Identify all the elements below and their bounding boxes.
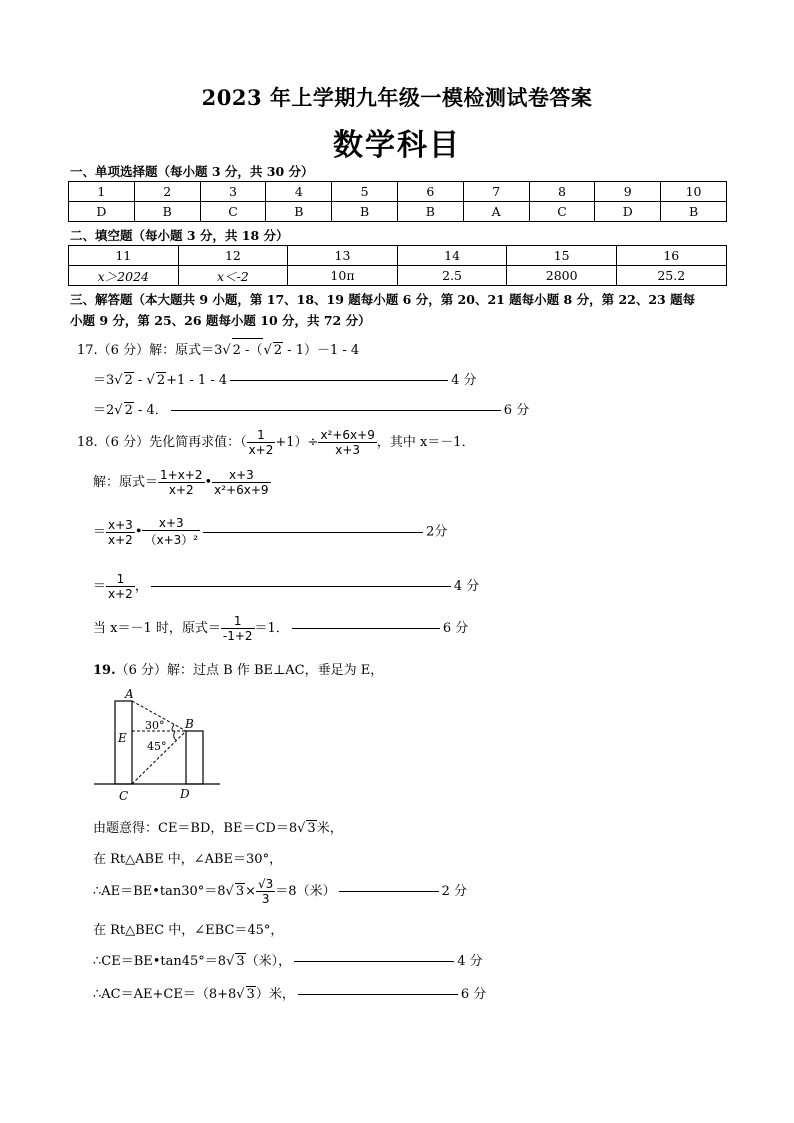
score-mark: 2 分	[441, 884, 467, 899]
denominator: x²+6x+9	[214, 483, 269, 497]
score-mark: 6 分	[503, 403, 530, 418]
table-cell: 7	[463, 182, 529, 202]
table-cell: A	[463, 202, 529, 222]
q19-line6	[93, 983, 486, 1002]
denominator: x+2	[108, 532, 133, 547]
angle-label-30: 30°	[145, 719, 165, 732]
numerator: 1	[106, 572, 135, 587]
table-cell: 5	[332, 182, 398, 202]
score-mark: 6 分	[442, 621, 469, 636]
q19-text: ∴CE＝BE•tan45°＝8	[93, 954, 227, 969]
denominator: x+2	[168, 483, 194, 497]
score-leader-line	[294, 961, 454, 962]
q18-text: ，其中 x＝－1．	[376, 435, 475, 450]
denominator: x+2	[248, 443, 274, 457]
table-cell: 8	[529, 182, 595, 202]
section3-heading-line2: 小题 9 分，第 25、26 题每小题 10 分，共 72 分）	[70, 313, 371, 328]
numerator: x²+6x+9	[320, 428, 375, 442]
table-row	[69, 266, 727, 286]
table-cell: 11	[69, 246, 179, 266]
q19-radicand: 3	[236, 954, 245, 969]
q19-label: 19.	[93, 663, 116, 678]
section2-heading: 二、填空题（每小题 3 分，共 18 分）	[70, 228, 289, 243]
table-cell: 16	[616, 246, 726, 266]
q17-text: +1 - 1 - 4	[166, 373, 228, 388]
score-leader-line	[298, 994, 458, 995]
q19-text: ∴AC＝AE+CE＝（8+8	[93, 987, 237, 1002]
q19-line1	[93, 817, 343, 836]
fraction	[106, 572, 135, 601]
table-cell: B	[661, 202, 727, 222]
table-cell: 13	[288, 246, 398, 266]
comma: ，	[134, 579, 148, 594]
table-cell: 6	[397, 182, 463, 202]
table-cell: C	[529, 202, 595, 222]
q17-radicand: 2 -（	[232, 338, 264, 358]
table-cell: B	[332, 202, 398, 222]
radical-sign: √	[114, 373, 123, 388]
table-cell: 2	[134, 182, 200, 202]
table-cell: B	[266, 202, 332, 222]
denominator: （x+3）²	[144, 533, 199, 547]
table-cell: x＞2024	[69, 266, 179, 286]
denominator: x+2	[108, 587, 133, 601]
numerator: x+3	[142, 516, 200, 531]
q17-text: ＝2	[93, 403, 115, 418]
table-cell: 2800	[507, 266, 617, 286]
numerator: √3	[258, 877, 274, 891]
score-leader-line	[230, 380, 448, 381]
score-mark: 4 分	[457, 954, 483, 969]
q19-text: （米），	[245, 954, 292, 969]
table-cell: 10	[661, 182, 727, 202]
q17-line3	[93, 399, 529, 418]
q19-text: 由题意得：CE＝BD，BE＝CD＝8	[93, 821, 298, 836]
q17-line2	[93, 369, 477, 388]
q18-text: +1）÷	[275, 435, 319, 450]
fraction	[142, 516, 200, 548]
q19-line4: 在 Rt△BEC 中，∠EBC＝45°，	[93, 923, 284, 938]
score-leader-line	[292, 628, 440, 629]
radical-sign: √	[225, 884, 234, 899]
table-cell: 2.5	[397, 266, 507, 286]
fraction	[106, 518, 135, 547]
table-cell: 10π	[288, 266, 398, 286]
q17-radicand: 2	[124, 403, 133, 418]
q18-text: ＝1．	[254, 621, 289, 636]
q17-label: 17.（6 分）解：原式＝3	[77, 343, 223, 358]
fraction	[247, 428, 276, 457]
denominator: x+3	[335, 443, 361, 457]
denominator: 3	[261, 892, 270, 906]
label-c: C	[119, 789, 129, 803]
dot-operator: •	[204, 475, 213, 490]
table-cell: B	[134, 202, 200, 222]
fraction	[318, 428, 376, 457]
score-leader-line	[203, 532, 423, 533]
numerator: x+3	[108, 517, 133, 532]
q19-radicand: 3	[307, 821, 316, 836]
q17-text: - 4．	[133, 403, 168, 418]
table-cell: C	[200, 202, 266, 222]
q17-text: -	[133, 373, 147, 388]
table-cell: 3	[200, 182, 266, 202]
radical-sign: √	[263, 343, 272, 358]
label-d: D	[180, 787, 190, 801]
equals-sign: ＝	[93, 579, 107, 594]
angle-label-45: 45°	[147, 740, 167, 753]
score-leader-line	[339, 891, 439, 892]
q17-radicand: 2	[273, 343, 283, 358]
q19-figure	[90, 684, 230, 806]
numerator: 1+x+2	[160, 468, 203, 482]
segment-cb	[132, 731, 186, 784]
subject-title: 数学科目	[333, 128, 461, 163]
table-row	[69, 202, 727, 222]
q17-line1	[77, 338, 359, 358]
q17-text: - 1）－1 - 4	[283, 343, 360, 358]
dot-operator: •	[134, 524, 143, 540]
radical-sign: √	[146, 373, 155, 388]
numerator: 1	[247, 428, 276, 443]
q19-line3	[93, 877, 467, 906]
fill-blank-answer-table	[68, 245, 727, 286]
q19-text: ×	[245, 884, 257, 899]
q19-text: ∴AE＝BE•tan30°＝8	[93, 884, 226, 899]
score-leader-line	[171, 410, 501, 411]
table-cell: 1	[69, 182, 135, 202]
table-cell: 9	[595, 182, 661, 202]
fraction	[256, 877, 275, 906]
fraction	[158, 468, 204, 497]
table-cell: 25.2	[616, 266, 726, 286]
angle-arc-45	[174, 731, 176, 740]
q19-text: ）米，	[255, 987, 295, 1002]
radical-sign: √	[222, 343, 231, 358]
q19-line5	[93, 950, 483, 969]
q18-line4	[93, 572, 479, 601]
q19-text: 米，	[316, 821, 343, 836]
radical-sign: √	[226, 954, 235, 969]
exam-title: 2023 年上学期九年级一模检测试卷答案	[201, 85, 593, 110]
score-mark: 2分	[426, 524, 448, 540]
q19-line0	[93, 659, 383, 678]
table-cell: D	[69, 202, 135, 222]
q18-text: 当 x＝－1 时，原式＝	[93, 621, 221, 636]
score-mark: 6 分	[460, 987, 487, 1002]
numerator: 1	[221, 614, 255, 629]
fraction	[212, 468, 270, 497]
q19-radicand: 3	[246, 987, 255, 1002]
table-cell: 12	[178, 246, 288, 266]
radical-sign: √	[236, 987, 245, 1002]
q18-line3	[93, 516, 447, 548]
score-leader-line	[151, 586, 451, 587]
table-cell: x＜-2	[178, 266, 288, 286]
table-cell: 15	[507, 246, 617, 266]
q19-text: （6 分）解：过点 B 作 BE⊥AC，垂足为 E，	[115, 663, 384, 678]
q18-line2	[93, 468, 271, 497]
section1-heading: 一、单项选择题（每小题 3 分，共 30 分）	[70, 164, 314, 179]
q18-line1	[77, 428, 475, 457]
q17-radicand: 2	[124, 373, 133, 388]
q19-line2: 在 Rt△ABE 中，∠ABE＝30°，	[93, 852, 283, 867]
q18-line5	[93, 614, 468, 643]
radical-sign: √	[114, 403, 123, 418]
q19-radicand: 3	[235, 884, 245, 899]
q18-label: 18.（6 分）先化简再求值：（	[77, 435, 247, 450]
table-row	[69, 246, 727, 266]
score-mark: 4 分	[453, 579, 480, 594]
label-e: E	[118, 731, 127, 745]
mcq-answer-table	[68, 181, 727, 222]
label-b: B	[185, 717, 194, 731]
q18-text: 解：原式＝	[93, 475, 159, 490]
q17-text: ＝3	[93, 373, 115, 388]
table-cell: 4	[266, 182, 332, 202]
radical-sign: √	[297, 821, 306, 836]
label-a: A	[125, 687, 134, 701]
table-row	[69, 182, 727, 202]
denominator: -1+2	[222, 629, 253, 643]
table-cell: B	[397, 202, 463, 222]
building-bd	[186, 731, 203, 784]
q19-text: ＝8（米）	[275, 884, 336, 899]
table-cell: 14	[397, 246, 507, 266]
table-cell: D	[595, 202, 661, 222]
angle-arc-30	[172, 725, 174, 732]
score-mark: 4 分	[451, 373, 477, 388]
q17-radicand: 2	[156, 373, 166, 388]
section3-heading-line1: 三、解答题（本大题共 9 小题，第 17、18、19 题每小题 6 分，第 20、21 题每小题 8 分，第 22、23 题每	[70, 292, 696, 307]
fraction	[221, 614, 255, 643]
equals-sign: ＝	[93, 524, 107, 540]
numerator: x+3	[212, 468, 270, 483]
